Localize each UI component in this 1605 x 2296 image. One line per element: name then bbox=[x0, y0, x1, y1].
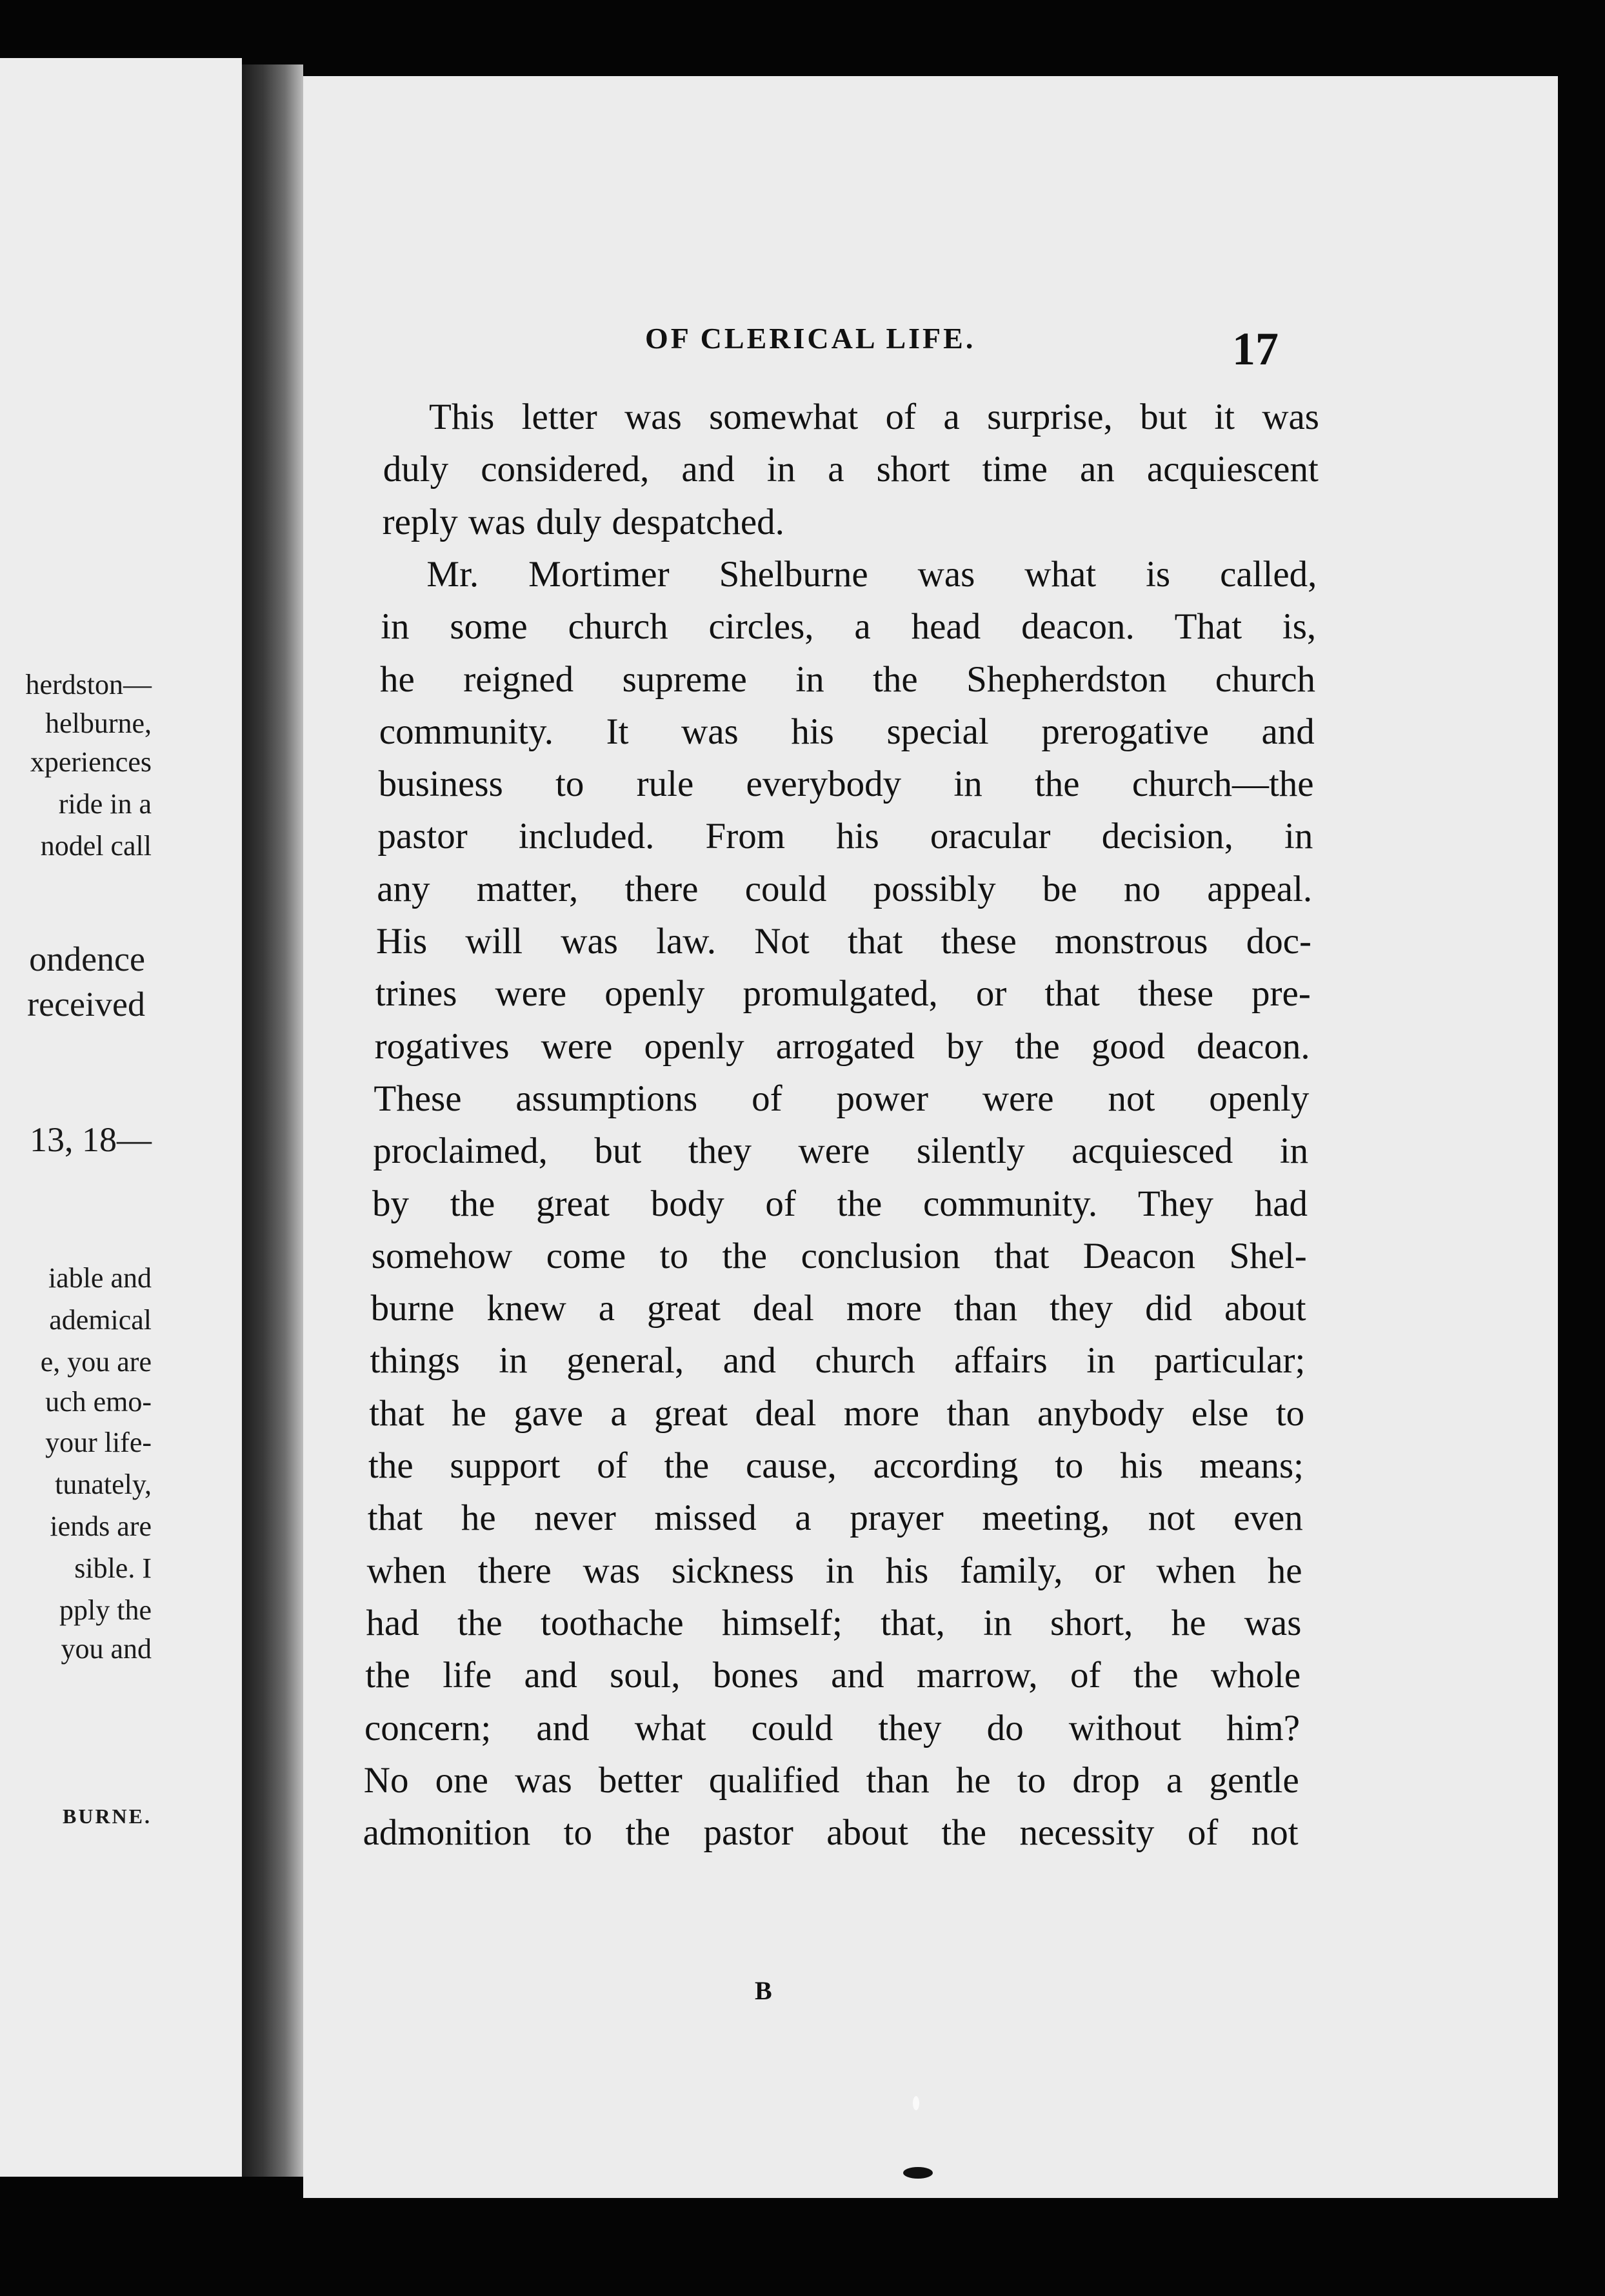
body-line: the support of the cause, according to his means; bbox=[368, 1445, 1304, 1486]
body-line: duly considered, and in a short time an acquiescent bbox=[383, 449, 1319, 490]
previous-page-line: BURNE. bbox=[62, 1805, 152, 1828]
scan-speck bbox=[913, 2096, 919, 2110]
body-line: reply was duly despatched. bbox=[382, 501, 784, 542]
body-line: he reigned supreme in the Shepherdston church bbox=[380, 658, 1315, 700]
body-line: community. It was his special prerogative and bbox=[379, 711, 1315, 752]
book-gutter bbox=[242, 64, 303, 2177]
page-number: 17 bbox=[1232, 323, 1279, 375]
body-line: things in general, and church affairs in particular; bbox=[370, 1340, 1306, 1381]
previous-page-line: ride in a bbox=[58, 788, 152, 820]
running-head: OF CLERICAL LIFE. bbox=[645, 322, 976, 355]
body-line: concern; and what could they do without him? bbox=[364, 1707, 1300, 1748]
scan-speck bbox=[903, 2167, 933, 2179]
previous-page-line: your life- bbox=[45, 1427, 152, 1458]
body-line: These assumptions of power were not openly bbox=[374, 1078, 1310, 1119]
previous-page-line: sible. I bbox=[74, 1552, 152, 1584]
body-line: Mr. Mortimer Shelburne was what is called, bbox=[426, 553, 1317, 595]
body-line: the life and soul, bones and marrow, of the whole bbox=[365, 1655, 1301, 1696]
body-line: when there was sickness in his family, or when he bbox=[366, 1550, 1302, 1591]
body-text bbox=[303, 76, 1558, 2198]
body-line: burne knew a great deal more than they did about bbox=[370, 1288, 1306, 1329]
previous-page-line: pply the bbox=[59, 1594, 152, 1626]
previous-page-line: e, you are bbox=[40, 1346, 152, 1378]
previous-page-line: herdston— bbox=[25, 669, 152, 700]
previous-page-line: 13, 18— bbox=[30, 1120, 152, 1159]
current-page bbox=[303, 76, 1558, 2198]
body-line: that he gave a great deal more than anybody else to bbox=[369, 1392, 1305, 1434]
previous-page-line: you and bbox=[61, 1633, 152, 1665]
body-line: No one was better qualified than he to drop a gentle bbox=[363, 1759, 1299, 1801]
body-line: trines were openly promulgated, or that these pre- bbox=[375, 973, 1311, 1014]
previous-page-line: ondence bbox=[29, 940, 145, 978]
body-line: any matter, there could possibly be no appeal. bbox=[377, 868, 1313, 909]
previous-page-line: iable and bbox=[48, 1262, 152, 1294]
body-line: proclaimed, but they were silently acquiesced in bbox=[373, 1131, 1309, 1172]
previous-page-line: nodel call bbox=[40, 830, 152, 862]
body-line: had the toothache himself; that, in short, he was bbox=[366, 1602, 1302, 1643]
body-line: in some church circles, a head deacon. That is, bbox=[381, 606, 1317, 648]
body-line: This letter was somewhat of a surprise, but it was bbox=[429, 397, 1319, 437]
body-line: somehow come to the conclusion that Deacon Shel- bbox=[371, 1235, 1307, 1276]
body-line: that he never missed a prayer meeting, not even bbox=[367, 1498, 1303, 1539]
previous-page-line: received bbox=[27, 985, 145, 1024]
previous-page bbox=[0, 58, 242, 2177]
previous-page-line: helburne, bbox=[45, 708, 152, 739]
body-line: rogatives were openly arrogated by the good deacon. bbox=[374, 1025, 1310, 1067]
body-line: business to rule everybody in the church—the bbox=[378, 764, 1314, 805]
previous-page-line: iends are bbox=[50, 1510, 152, 1542]
body-line: His will was law. Not that these monstrous doc- bbox=[376, 921, 1311, 962]
previous-page-line: ademical bbox=[49, 1304, 152, 1336]
previous-page-line: xperiences bbox=[30, 746, 152, 778]
previous-page-line: uch emo- bbox=[45, 1386, 152, 1418]
body-line: pastor included. From his oracular decision, in bbox=[377, 816, 1313, 857]
previous-page-line: tunately, bbox=[55, 1469, 152, 1500]
signature-mark: B bbox=[755, 1976, 772, 2005]
body-line: admonition to the pastor about the necessity of not bbox=[363, 1812, 1299, 1854]
body-line: by the great body of the community. They had bbox=[372, 1183, 1308, 1224]
